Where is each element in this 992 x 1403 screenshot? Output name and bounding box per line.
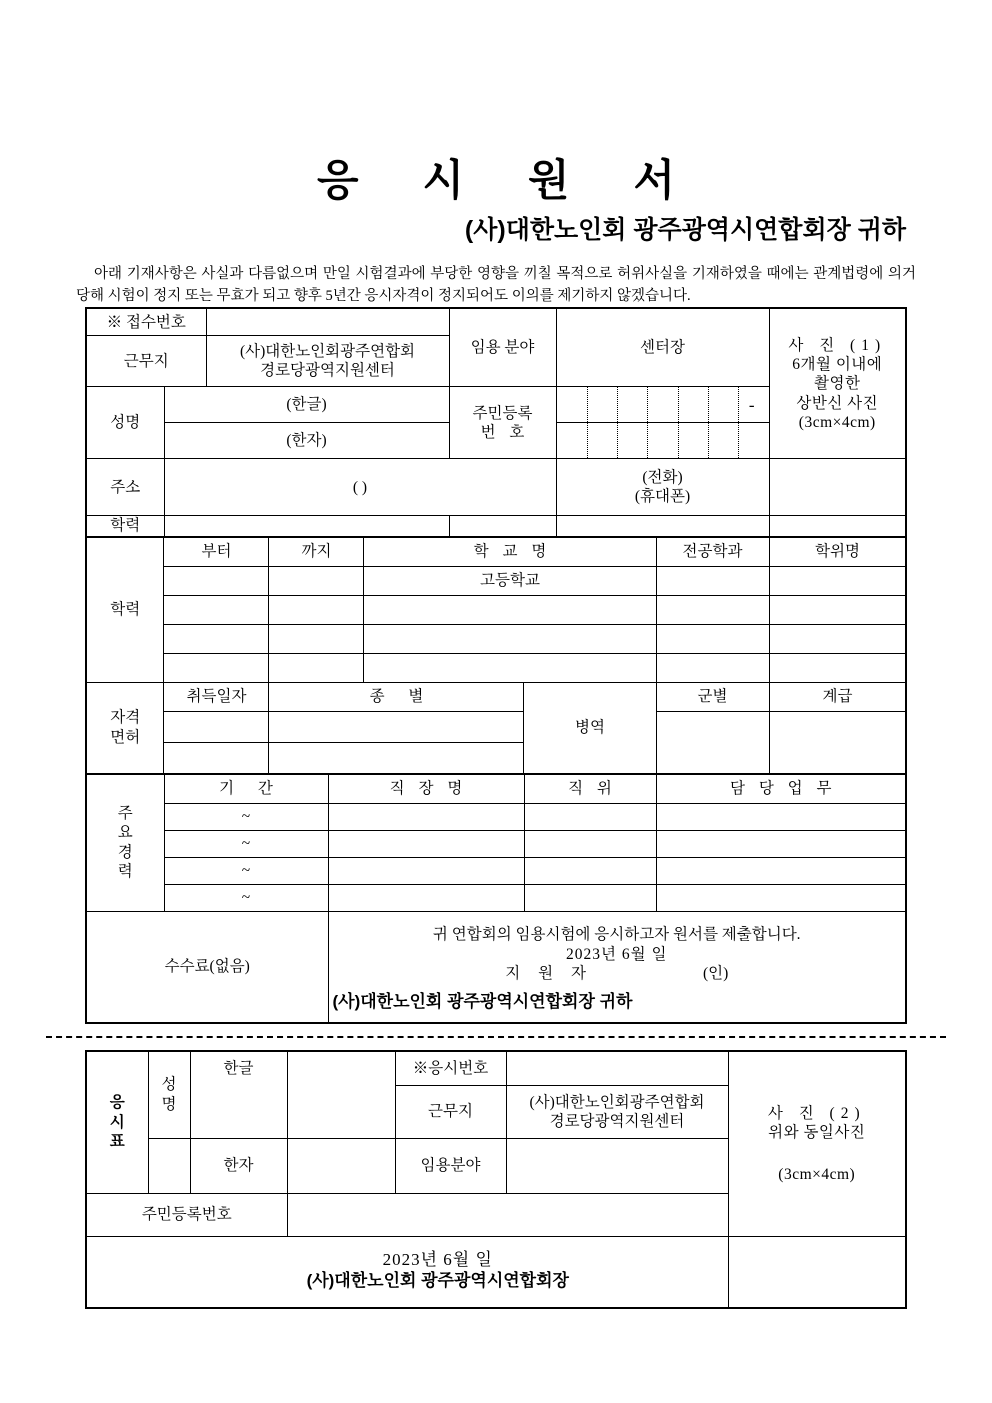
phone-label: (전화) <box>642 469 683 487</box>
license-label-line-1: 자격 <box>110 709 141 727</box>
ticket-name-hangul-pad-value[interactable] <box>287 1086 395 1139</box>
fee-row <box>86 911 906 1023</box>
rrn-label-line-2: 번 호 <box>480 423 530 441</box>
license-col-date: 취득일자 <box>164 682 269 711</box>
ticket-position-field-value[interactable] <box>506 1138 728 1193</box>
position-field-value: 센터장 <box>556 308 769 387</box>
career-label-char: 주 <box>117 805 133 823</box>
ticket-title-char: 응 <box>109 1094 125 1112</box>
ticket-exam-number-row <box>86 1051 906 1086</box>
cut-line-separator <box>46 1036 946 1038</box>
education-from[interactable] <box>164 624 269 653</box>
license-type[interactable] <box>269 711 524 742</box>
statement-footer: (사)대한노인회 광주광역시연합회장 귀하 <box>332 992 633 1012</box>
workplace-label: 근무지 <box>86 336 206 387</box>
education-school[interactable] <box>364 624 656 653</box>
career-position[interactable] <box>524 857 656 884</box>
ticket-name-hangul-pad <box>190 1086 287 1139</box>
workplace-value <box>206 336 449 387</box>
education-from[interactable] <box>164 566 269 595</box>
applicant-label: 지 원 자 <box>505 964 593 982</box>
ticket-date[interactable]: 2023년 6월 일 <box>382 1249 493 1269</box>
military-col-rank: 계급 <box>769 682 906 711</box>
ticket-workplace-label: 근무지 <box>395 1086 506 1139</box>
license-label-line-2: 면허 <box>110 728 141 746</box>
seal-label[interactable]: (인) <box>702 964 729 982</box>
admission-ticket-table <box>85 1050 907 1309</box>
education-from[interactable] <box>164 653 269 682</box>
education-major[interactable] <box>656 624 769 653</box>
name-hangul-field[interactable]: (한글) <box>164 387 449 423</box>
ticket-workplace-line-2: 경로당광역지원센터 <box>549 1113 685 1131</box>
military-col-branch: 군별 <box>656 682 769 711</box>
rrn-label <box>449 387 556 459</box>
career-row <box>86 884 906 911</box>
ticket-photo-line-2: 위와 동일사진 <box>768 1124 866 1142</box>
name-label: 성명 <box>86 387 164 459</box>
career-duty[interactable] <box>656 803 906 830</box>
military-rank[interactable] <box>769 711 906 774</box>
career-col-period: 기 간 <box>164 774 328 803</box>
workplace-line-1: (사)대한노인회광주연합회 <box>239 343 416 361</box>
ticket-name-hanja-label: 한자 <box>190 1138 287 1193</box>
name-hanja-field[interactable]: (한자) <box>164 423 449 459</box>
education-row <box>86 624 906 653</box>
ticket-name-label-char: 성 <box>161 1076 177 1094</box>
career-company[interactable] <box>328 803 524 830</box>
ticket-title-char: 시 <box>109 1113 125 1131</box>
education-col-school: 학 교 명 <box>364 537 656 566</box>
career-label-char: 요 <box>117 824 133 842</box>
ticket-footer-spacer <box>86 1236 148 1308</box>
signature-line <box>329 964 906 983</box>
education-to[interactable] <box>269 566 364 595</box>
ticket-issuer: (사)대한노인회 광주광역시연합회장 <box>306 1270 569 1290</box>
education-school[interactable] <box>364 653 656 682</box>
application-table <box>85 307 907 537</box>
addressee-line: (사)대한노인회 광주광역시연합회장 귀하 <box>464 216 906 244</box>
career-table <box>85 774 907 1024</box>
career-label-char: 경 <box>117 843 133 861</box>
license-date[interactable] <box>164 742 269 774</box>
rrn-dash: - <box>748 395 755 415</box>
position-field-label: 임용 분야 <box>449 308 556 387</box>
header-block <box>0 0 992 245</box>
photo-line-1: 사 진 (1) <box>788 336 887 354</box>
page-title: 응 시 원 서 <box>317 157 701 205</box>
photo-box-1 <box>769 308 906 459</box>
photo-spacer <box>769 459 906 516</box>
ticket-name-label-spacer <box>148 1138 190 1193</box>
statement-date[interactable]: 2023년 6월 일 <box>566 945 668 963</box>
photo-line-4: 상반신 사진 <box>796 394 879 412</box>
ticket-footer-cell <box>148 1236 728 1308</box>
ticket-rrn-label: 주민등록번호 <box>86 1193 287 1236</box>
career-position[interactable] <box>524 884 656 911</box>
ticket-photo-footer-spacer <box>728 1236 906 1308</box>
education-to[interactable] <box>269 653 364 682</box>
photo-box-2 <box>728 1051 906 1237</box>
education-col-from: 부터 <box>164 537 269 566</box>
workplace-line-2: 경로당광역지원센터 <box>260 362 395 380</box>
education-degree[interactable] <box>769 624 906 653</box>
ticket-name-label-char: 명 <box>161 1095 177 1113</box>
license-columns-row <box>86 682 906 711</box>
education-major[interactable] <box>656 653 769 682</box>
education-row <box>86 566 906 595</box>
submission-statement-cell <box>328 911 906 1023</box>
education-to[interactable] <box>269 624 364 653</box>
license-col-type: 종 별 <box>269 682 524 711</box>
career-label-char: 력 <box>117 863 133 881</box>
ticket-name-hangul-value[interactable] <box>287 1051 395 1086</box>
career-position[interactable] <box>524 830 656 857</box>
rrn-input-top[interactable] <box>556 387 769 423</box>
education-degree[interactable] <box>769 653 906 682</box>
career-company[interactable] <box>328 830 524 857</box>
rrn-grid-top <box>557 387 769 422</box>
contact-cell[interactable] <box>556 459 769 516</box>
rrn-grid-bottom <box>557 423 769 458</box>
statement-text: 귀 연합회의 임용시험에 응시하고자 원서를 제출합니다. <box>432 926 801 944</box>
ticket-exam-no-label: ※응시번호 <box>395 1051 506 1086</box>
education-col-major: 전공학과 <box>656 537 769 566</box>
ticket-title <box>86 1051 148 1194</box>
receipt-number-value[interactable] <box>206 308 449 336</box>
rrn-label-line-1: 주민등록 <box>472 404 533 422</box>
mobile-label: (휴대폰) <box>634 488 691 506</box>
education-major[interactable] <box>656 595 769 624</box>
education-row <box>86 595 906 624</box>
education-degree[interactable] <box>769 566 906 595</box>
military-branch[interactable] <box>656 711 769 774</box>
education-columns-row <box>86 537 906 566</box>
education-from[interactable] <box>164 595 269 624</box>
education-school[interactable] <box>364 595 656 624</box>
career-position[interactable] <box>524 803 656 830</box>
fee-label: 수수료(없음) <box>86 911 328 1023</box>
military-label: 병역 <box>524 682 656 774</box>
education-header-row <box>86 516 906 537</box>
career-period[interactable]: ~ <box>164 857 328 884</box>
ticket-photo-line-1: 사 진 (2) <box>767 1104 866 1122</box>
address-value[interactable]: ( ) <box>164 459 556 516</box>
ticket-position-field-label: 임용분야 <box>395 1138 506 1193</box>
ticket-rrn-value[interactable] <box>287 1193 728 1236</box>
license-date[interactable] <box>164 711 269 742</box>
address-label: 주소 <box>86 459 164 516</box>
ticket-workplace-value <box>506 1086 728 1139</box>
ticket-title-char: 표 <box>109 1133 125 1150</box>
career-columns-row <box>86 774 906 803</box>
photo-line-5: (3cm×4cm) <box>798 414 876 431</box>
career-duty[interactable] <box>656 857 906 884</box>
detail-table <box>85 537 907 775</box>
education-label: 학력 <box>86 537 164 682</box>
career-row <box>86 857 906 884</box>
career-row <box>86 803 906 830</box>
career-col-position: 직 위 <box>524 774 656 803</box>
career-company[interactable] <box>328 857 524 884</box>
career-period[interactable]: ~ <box>164 830 328 857</box>
ticket-name-hangul-label: 한글 <box>190 1051 287 1086</box>
declaration-notice: 아래 기재사항은 사실과 다름없으며 만일 시험결과에 부당한 영향을 끼칠 목적으로 허위사실을 기재하였을 때에는 관계법령에 의거 당해 시험이 정지 또는 무효가 되고 향후 5년간 응시자격이 정지되어도 이의를 제기하지 않겠습니다. <box>76 265 916 304</box>
ticket-footer-row <box>86 1236 906 1308</box>
career-company[interactable] <box>328 884 524 911</box>
photo-line-3: 촬영한 <box>814 375 861 393</box>
license-label <box>86 682 164 774</box>
career-col-company: 직 장 명 <box>328 774 524 803</box>
ticket-name-label <box>148 1051 190 1139</box>
ticket-exam-no-value[interactable] <box>506 1051 728 1086</box>
career-label <box>86 774 164 911</box>
license-row <box>86 711 906 742</box>
education-col-to: 까지 <box>269 537 364 566</box>
education-col-degree: 학위명 <box>769 537 906 566</box>
career-row <box>86 830 906 857</box>
education-major[interactable] <box>656 566 769 595</box>
education-label: 학력 <box>86 516 164 537</box>
license-type[interactable] <box>269 742 524 774</box>
ticket-photo-line-3: (3cm×4cm) <box>778 1165 856 1183</box>
career-period[interactable]: ~ <box>164 884 328 911</box>
education-degree[interactable] <box>769 595 906 624</box>
education-to[interactable] <box>269 595 364 624</box>
education-school[interactable]: 고등학교 <box>364 566 656 595</box>
career-period[interactable]: ~ <box>164 803 328 830</box>
education-row <box>86 653 906 682</box>
receipt-number-row <box>86 308 906 336</box>
career-col-duty: 담 당 업 무 <box>656 774 906 803</box>
career-duty[interactable] <box>656 830 906 857</box>
career-duty[interactable] <box>656 884 906 911</box>
receipt-number-label: ※ 접수번호 <box>86 308 206 336</box>
ticket-workplace-line-1: (사)대한노인회광주연합회 <box>529 1093 705 1111</box>
address-row <box>86 459 906 516</box>
photo-line-2: 6개월 이내에 <box>792 355 883 373</box>
rrn-input-bottom[interactable] <box>556 423 769 459</box>
ticket-name-hanja-value[interactable] <box>287 1138 395 1193</box>
